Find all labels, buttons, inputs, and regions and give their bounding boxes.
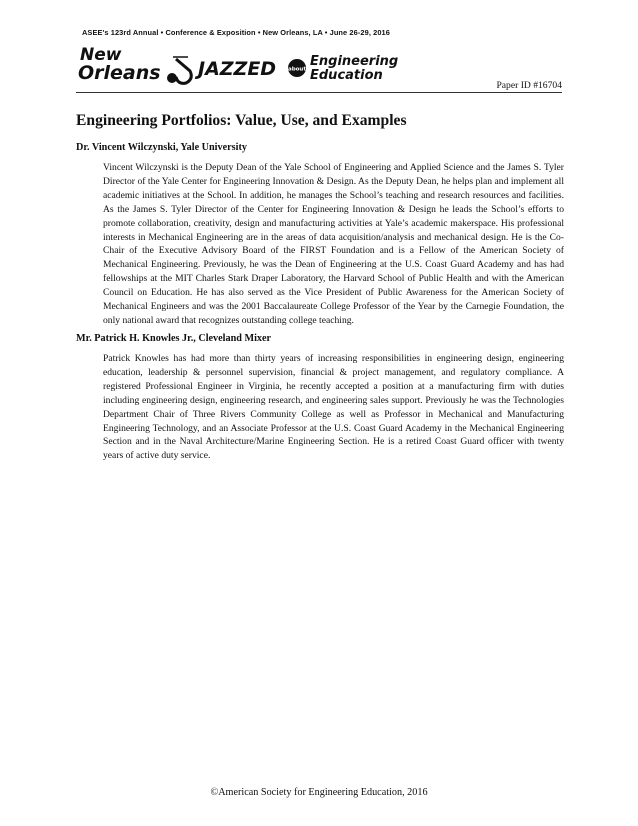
conference-banner: ASEE's 123rd Annual • Conference & Exposition • New Orleans, LA • June 26-29, 2016 — [82, 28, 390, 37]
header-rule — [76, 92, 562, 93]
logo-word-orleans: Orleans — [78, 62, 161, 84]
author-bio-2: Patrick Knowles has had more than thirty years of increasing responsibilities in engineering design, engineering education, leadership & personnel supervision, financial & project management, and regulatory compliance. A registered Professional Engineer in Virginia, he recently accepted a position at a manufacturing firm with duties including engineering design, engineering research, and engineering sales support. Previously he was the Technologies Department Chair of Three Rivers Community College as well as Professor in Mechanical and Manufacturing Engineering Technology, and an Associate Professor at the U.S. Coast Guard Academy in the Mechanical Engineering Section and in the Naval Architecture/Marine Engineering Section. He is a retired Coast Guard officer with twenty years of active duty service. — [103, 353, 564, 462]
paper-id: Paper ID #16704 — [496, 80, 562, 91]
author-heading-2: Mr. Patrick H. Knowles Jr., Cleveland Mixer — [76, 333, 272, 344]
author-heading-1: Dr. Vincent Wilczynski, Yale University — [76, 142, 247, 153]
copyright-footer: ©American Society for Engineering Education, 2016 — [210, 787, 428, 798]
logo-word-engineering: Engineering — [310, 54, 399, 69]
logo-word-education: Education — [310, 68, 383, 83]
logo-word-jazzed: JAZZED — [198, 58, 277, 80]
about-badge-icon — [288, 59, 306, 77]
saxophone-icon — [167, 57, 191, 83]
author-bio-1: Vincent Wilczynski is the Deputy Dean of the Yale School of Engineering and Applied Science and the James S. Tyler Director of the Yale Center for Engineering Innovation & Design. As the Deputy Dean, he helps plan and implement all academic initiatives at the School. In addition, he manages the School’s teaching and research resources and facilities. As the James S. Tyler Director of the Center for Engineering Innovation & Design he leads the School’s efforts to promote collaboration, creativity, design and manufacturing activities at Yale’s academic makerspace. His professional interests in Mechanical Engineering are in the areas of data acquisition/analysis and mechanical design. He is the Co-Chair of the Executive Advisory Board of the FIRST Foundation and is a Fellow of the American Society of Mechanical Engineering. Previously, he was the Dean of Engineering at the U.S. Coast Guard Academy and has had fellowships at the MIT Charles Stark Draper Laboratory, the Harvard School of Public Health and with the American Council on Education. He has also served as the Vice President of Public Awareness for the American Society of Mechanical Engineers and was the 2001 Baccalaureate College Professor of the Year by the Carnegie Foundation, the only national award that recognizes outstanding college teaching. — [103, 162, 564, 326]
logo-word-about: about — [288, 66, 306, 73]
conference-logo — [78, 41, 408, 91]
paper-title: Engineering Portfolios: Value, Use, and Examples — [76, 112, 407, 129]
logo-word-new: New — [80, 45, 122, 65]
